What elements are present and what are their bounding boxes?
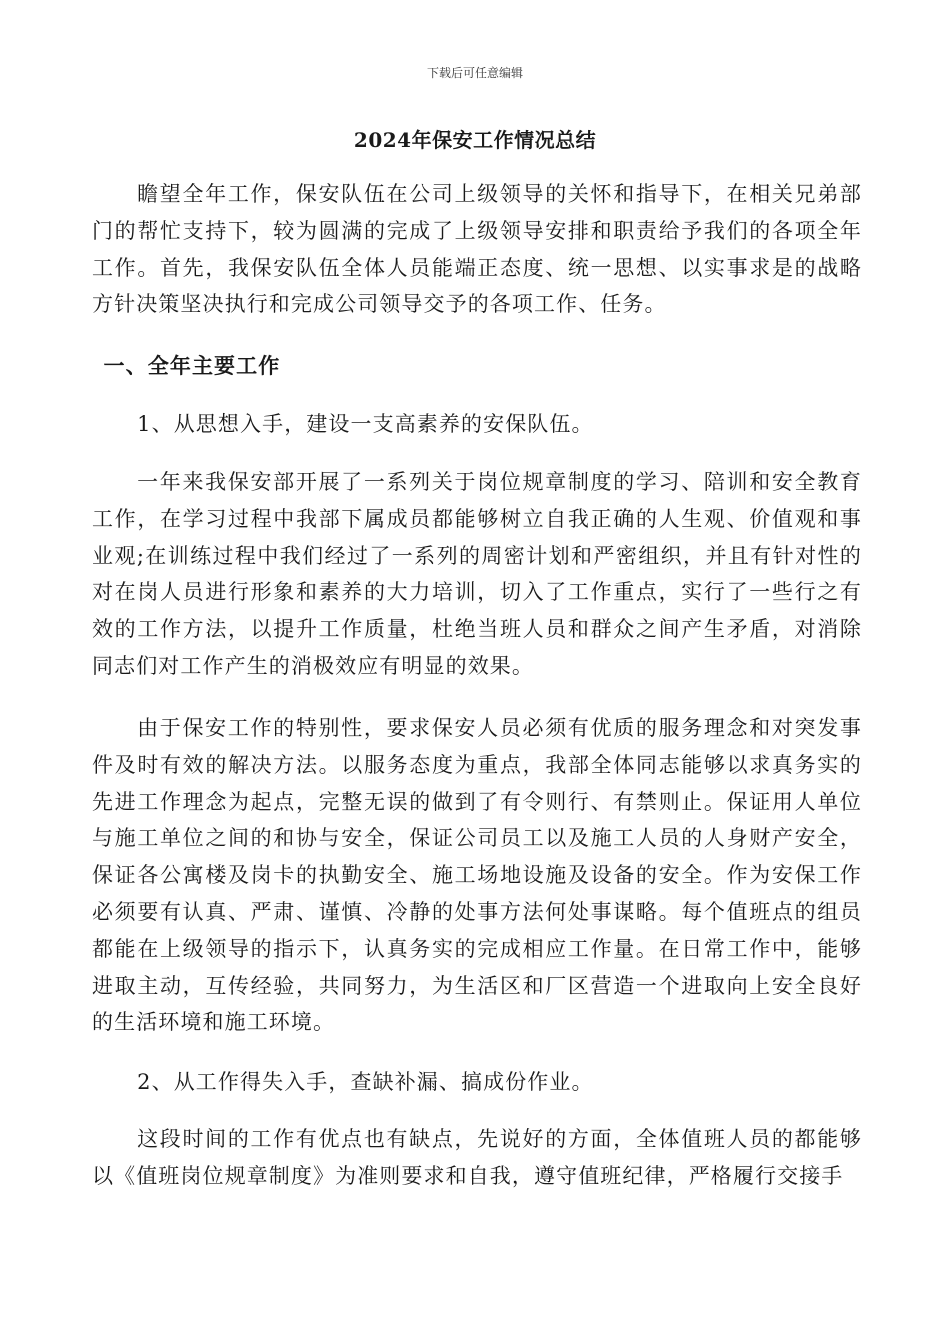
section1-heading-block xyxy=(92,348,862,385)
item2-heading: 2、从工作得失入手，查缺补漏、搞成份作业。 xyxy=(137,1070,594,1094)
item2-paragraph-1: 这段时间的工作有优点也有缺点，先说好的方面，全体值班人员的都能够以《值班岗位规章制度》为准则要求和自我，遵守值班纪律，严格履行交接手 xyxy=(92,1127,862,1188)
item2-heading-block xyxy=(92,1064,862,1101)
item1-paragraph-2: 由于保安工作的特别性，要求保安人员必须有优质的服务理念和对突发事件及时有效的解决方法。以服务态度为重点，我部全体同志能够以求真务实的先进工作理念为起点，完整无误的做到了有令则行、有禁则止。保证用人单位与施工单位之间的和协与安全，保证公司员工以及施工人员的人身财产安全，保证各公寓楼及岗卡的执勤安全、施工场地设施及设备的安全。作为安保工作必须要有认真、严肃、谨慎、冷静的处事方法何处事谋略。每个值班点的组员都能在上级领导的指示下，认真务实的完成相应工作量。在日常工作中，能够进取主动，互传经验，共同努力，为生活区和厂区营造一个进取向上安全良好的生活环境和施工环境。 xyxy=(92,716,862,1035)
header-note: 下载后可任意编辑 xyxy=(426,66,523,80)
item1-heading: 1、从思想入手，建设一支高素养的安保队伍。 xyxy=(137,412,594,436)
section1-heading: 一、全年主要工作 xyxy=(103,353,281,378)
item1-paragraph-1: 一年来我保安部开展了一系列关于岗位规章制度的学习、陪训和安全教育工作，在学习过程中我部下属成员都能够树立自我正确的人生观、价值观和事业观;在训练过程中我们经过了一系列的周密计划和严密组织，并且有针对性的对在岗人员进行形象和素养的大力培训，切入了工作重点，实行了一些行之有效的工作方法，以提升工作质量，杜绝当班人员和群众之间产生矛盾，对消除同志们对工作产生的消极效应有明显的效果。 xyxy=(92,470,862,678)
document-title: 2024年保安工作情况总结 xyxy=(353,128,597,152)
intro-block xyxy=(92,176,862,323)
item1-para2-block xyxy=(92,710,862,1041)
item1-para1-block xyxy=(92,464,862,685)
intro-paragraph: 瞻望全年工作，保安队伍在公司上级领导的关怀和指导下，在相关兄弟部门的帮忙支持下，较为圆满的完成了上级领导安排和职责给予我们的各项全年工作。首先，我保安队伍全体人员能端正态度、统一思想、以实事求是的战略方针决策坚决执行和完成公司领导交予的各项工作、任务。 xyxy=(92,182,862,317)
item2-para1-block xyxy=(92,1121,862,1195)
item1-heading-block xyxy=(92,406,862,443)
